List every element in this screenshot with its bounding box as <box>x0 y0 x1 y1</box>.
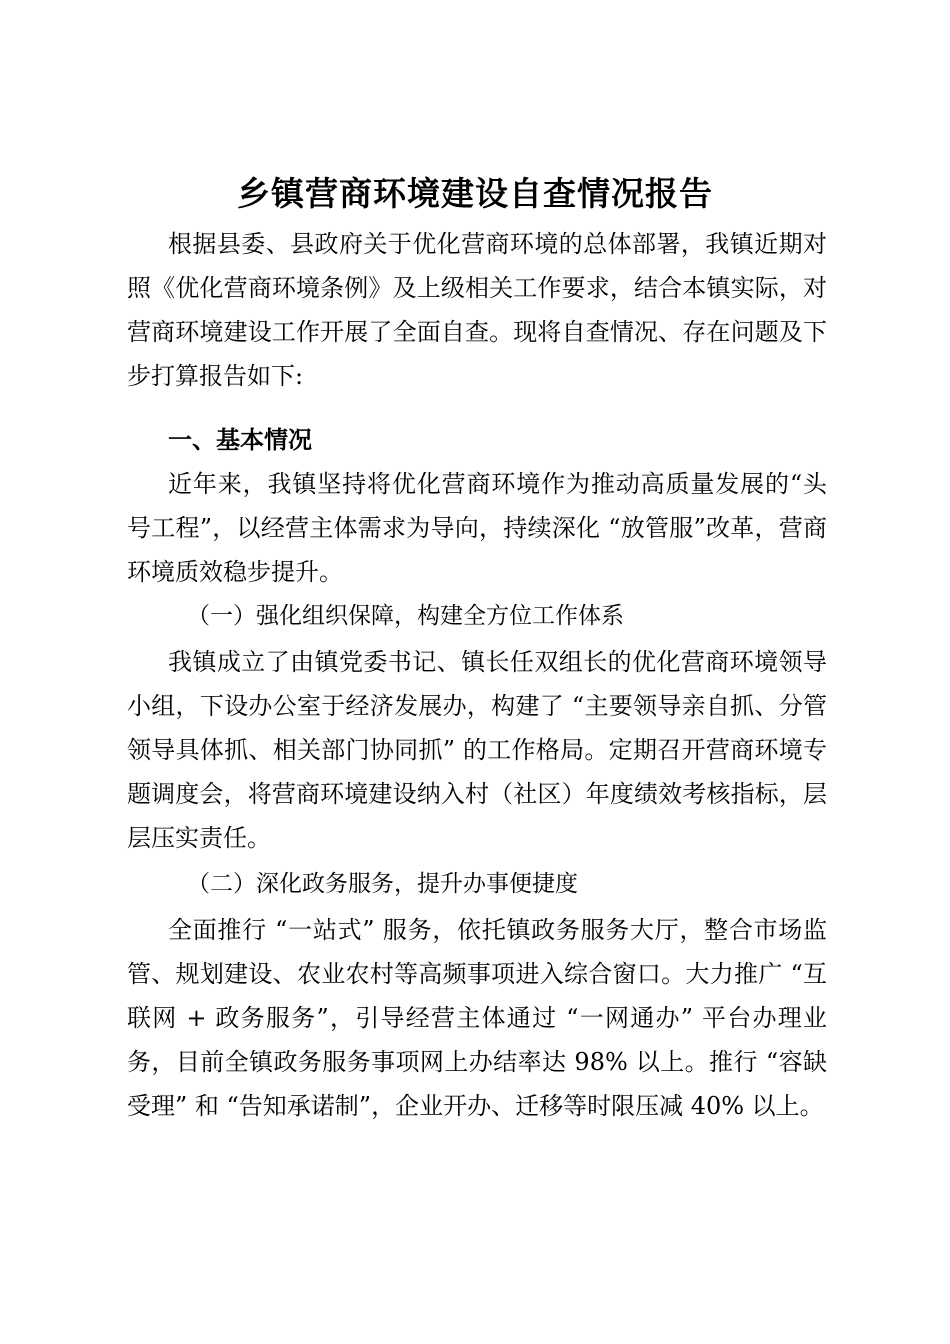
section1-paragraph: 近年来，我镇坚持将优化营商环境作为推动高质量发展的“头号工程”，以经营主体需求为导向，持续深化 “放管服”改革，营商环境质效稳步提升。 <box>127 470 827 586</box>
intro-paragraph: 根据县委、县政府关于优化营商环境的总体部署，我镇近期对照《优化营商环境条例》及上级相关工作要求，结合本镇实际，对营商环境建设工作开展了全面自查。现将自查情况、存在问题及下步打算报告如下: <box>127 230 827 390</box>
subsection2-paragraph: 全面推行 “一站式” 服务，依托镇政务服务大厅，整合市场监管、规划建设、农业农村等高频事项进入综合窗口。大力推广 “互联网 + 政务服务”，引导经营主体通过 “一网通办” 平台办理业务，目前全镇政务服务事项网上办结率达 98% 以上。推行 “容缺受理” 和 “告知承诺制”，企业开办、迁移等时限压减 40% 以上。 <box>127 916 827 1120</box>
document-title: 乡镇营商环境建设自查情况报告 <box>237 174 713 213</box>
section-heading-basic-situation: 一、基本情况 <box>168 426 312 454</box>
subsection-heading-organization: （一）强化组织保障，构建全方位工作体系 <box>187 603 624 629</box>
subsection-heading-government-services: （二）深化政务服务，提升办事便捷度 <box>187 871 578 897</box>
subsection1-paragraph: 我镇成立了由镇党委书记、镇长任双组长的优化营商环境领导小组，下设办公室于经济发展办，构建了 “主要领导亲自抓、分管领导具体抓、相关部门协同抓” 的工作格局。定期召开营商环境专题调度会，将营商环境建设纳入村（社区）年度绩效考核指标，层层压实责任。 <box>127 648 827 852</box>
